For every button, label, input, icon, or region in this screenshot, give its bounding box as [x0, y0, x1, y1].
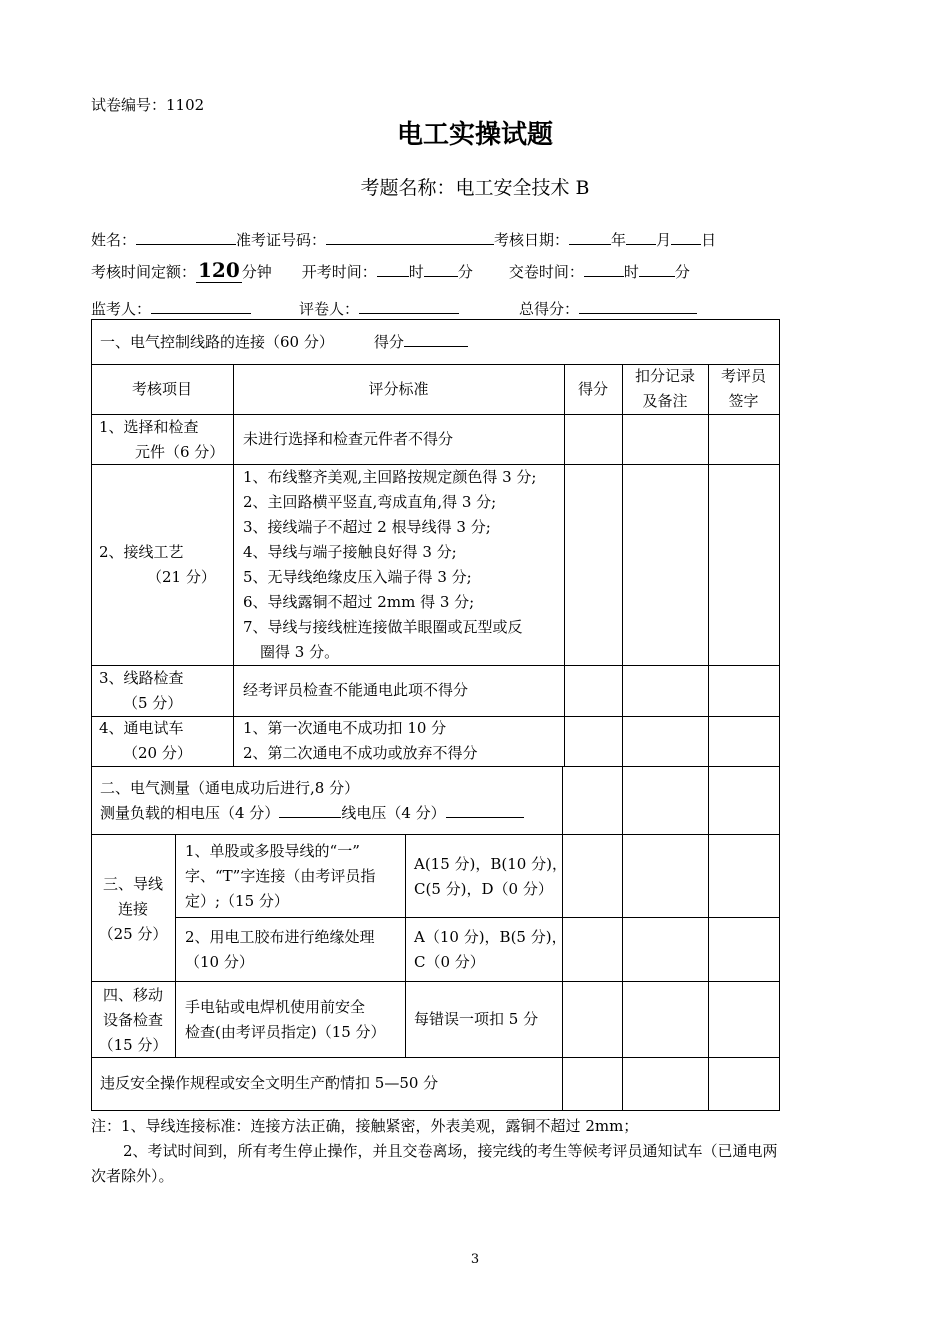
hour-label: 时 [623, 263, 639, 281]
time-quota-value: 120 [198, 258, 240, 282]
section4-title [91, 983, 175, 1058]
section3-title-line3: （25 分） [98, 925, 168, 943]
grade-line: A（10 分)，B(5 分)， [414, 928, 567, 946]
row2-item-line2: （21 分） [147, 568, 216, 586]
date-label: 考核日期： [494, 231, 570, 249]
line-voltage-label: 线电压（4 分） [341, 804, 446, 822]
section3-title [91, 872, 175, 947]
page-title: 电工实操试题 [396, 120, 553, 150]
grade-line: C(5 分)，D（0 分） [414, 880, 553, 898]
exam-subtitle: 考题名称：电工安全技术 B [360, 177, 590, 199]
criteria-line: 5、无导线绝缘皮压入端子得 3 分; [243, 568, 472, 586]
start-time-label: 开考时间： [301, 263, 377, 281]
row3-item-line2: （5 分） [123, 694, 183, 712]
section3-row2-desc [185, 925, 375, 975]
day-field[interactable] [671, 230, 701, 245]
section3-row2-grade [414, 925, 567, 975]
header-record [622, 364, 708, 414]
section2-title: 二、电气测量（通电成功后进行,8 分） [100, 779, 360, 797]
section1-score-field[interactable] [404, 332, 468, 347]
row2-criteria [243, 465, 536, 665]
row2-item [99, 540, 216, 590]
grade-line: C（0 分） [414, 953, 485, 971]
section1-score-label: 得分 [373, 333, 404, 351]
note-2: 2、考试时间到，所有考生停止操作，并且交卷离场，接完线的考生等候考评员通知试车（已通电两 [123, 1142, 778, 1160]
submit-minute-field[interactable] [639, 262, 675, 277]
section4-title-line2: 设备检查 [102, 1011, 163, 1029]
month-field[interactable] [626, 230, 656, 245]
row4-item-line1: 4、通电试车 [99, 719, 184, 737]
row1-item-line1: 1、选择和检查 [99, 418, 199, 436]
desc-line: 1、单股或多股导线的“一” [185, 842, 360, 860]
grade-line: A(15 分)，B(10 分)， [414, 855, 567, 873]
note-1: 注：1、导线连接标准：连接方法正确，接触紧密，外表美观，露铜不超过 2mm； [91, 1117, 639, 1135]
criteria-line: 7、导线与接线桩连接做羊眼圈或瓦型或反 [243, 618, 523, 636]
page-number: 3 [470, 1252, 480, 1267]
row2-item-line1: 2、接线工艺 [99, 543, 184, 561]
start-hour-field[interactable] [377, 262, 409, 277]
header-signer-line2: 签字 [728, 392, 759, 410]
grader-field[interactable] [359, 299, 459, 314]
ticket-field[interactable] [326, 230, 494, 245]
header-item: 考核项目 [131, 380, 192, 398]
section2 [100, 776, 524, 826]
total-score-label: 总得分： [519, 300, 580, 318]
criteria-line: 2、主回路横平竖直,弯成直角,得 3 分; [243, 493, 497, 511]
section3-row1-desc [185, 839, 375, 914]
row1-criteria: 未进行选择和检查元件者不得分 [243, 430, 454, 448]
violation-rule: 违反安全操作规程或安全文明生产酌情扣 5—50 分 [100, 1074, 439, 1092]
day-label: 日 [701, 231, 717, 249]
criteria-line: 3、接线端子不超过 2 根导线得 3 分; [243, 518, 491, 536]
header-score: 得分 [577, 380, 608, 398]
desc-line: （10 分） [185, 953, 254, 971]
minutes-unit: 分钟 [241, 263, 272, 281]
submit-time-label: 交卷时间： [508, 263, 584, 281]
row3-item-line1: 3、线路检查 [99, 669, 184, 687]
section4-title-line1: 四、移动 [102, 986, 163, 1004]
section1-title-text: 一、电气控制线路的连接（60 分） [100, 333, 334, 351]
desc-line: 手电钻或电焊机使用前安全 [185, 998, 366, 1016]
section3-title-line2: 连接 [117, 900, 148, 918]
criteria-line: 4、导线与端子接触良好得 3 分; [243, 543, 457, 561]
desc-line: 检查(由考评员指定)（15 分） [185, 1023, 386, 1041]
year-label: 年 [611, 231, 627, 249]
criteria-line: 2、第二次通电不成功或放弃不得分 [243, 744, 478, 762]
time-quota-label: 考核时间定额： [91, 263, 197, 281]
paper-number: 试卷编号：1102 [91, 96, 205, 114]
phase-voltage-field[interactable] [279, 803, 341, 818]
ticket-label: 准考证号码： [236, 231, 327, 249]
section1-title [100, 330, 468, 355]
row4-criteria [243, 716, 478, 766]
row1-item [99, 415, 224, 465]
section3-row1-grade [414, 852, 567, 902]
grader-label: 评卷人： [299, 300, 360, 318]
desc-line: 字、“T”字连接（由考评员指 [185, 867, 376, 885]
row4-item-line2: （20 分） [123, 744, 192, 762]
criteria-line: 6、导线露铜不超过 2mm 得 3 分; [243, 593, 475, 611]
submit-hour-field[interactable] [584, 262, 624, 277]
info-line-2 [91, 258, 690, 283]
proctor-field[interactable] [151, 299, 251, 314]
desc-line: 2、用电工胶布进行绝缘处理 [185, 928, 375, 946]
info-line-1 [91, 229, 716, 250]
total-score-field[interactable] [579, 299, 697, 314]
line-voltage-field[interactable] [446, 803, 524, 818]
header-record-line1: 扣分记录 [634, 367, 695, 385]
minute-label: 分 [457, 263, 473, 281]
phase-voltage-label: 测量负载的相电压（4 分） [100, 804, 280, 822]
info-line-3 [91, 298, 697, 319]
row1-item-line2: 元件（6 分） [135, 443, 225, 461]
header-criteria: 评分标准 [368, 380, 429, 398]
section3-title-line1: 三、导线 [102, 875, 163, 893]
row4-item [99, 716, 192, 766]
header-signer [708, 364, 779, 414]
year-field[interactable] [569, 230, 611, 245]
name-field[interactable] [136, 230, 236, 245]
minute-label: 分 [674, 263, 690, 281]
note-2-continued: 次者除外）。 [91, 1167, 174, 1185]
desc-line: 定）;（15 分） [185, 892, 289, 910]
criteria-line: 1、第一次通电不成功扣 10 分 [243, 719, 447, 737]
section4-grade: 每错误一项扣 5 分 [414, 1010, 539, 1028]
proctor-label: 监考人： [91, 300, 152, 318]
name-label: 姓名： [91, 231, 137, 249]
row3-criteria: 经考评员检查不能通电此项不得分 [243, 681, 469, 699]
row3-item [99, 666, 184, 716]
header-signer-line1: 考评员 [720, 367, 766, 385]
month-label: 月 [656, 231, 672, 249]
start-minute-field[interactable] [424, 262, 458, 277]
section4-title-line3: （15 分） [98, 1036, 168, 1054]
criteria-line: 圈得 3 分。 [260, 643, 340, 661]
section4-desc [185, 995, 386, 1045]
hour-label: 时 [408, 263, 424, 281]
criteria-line: 1、布线整齐美观,主回路按规定颜色得 3 分; [243, 468, 537, 486]
header-record-line2: 及备注 [642, 392, 688, 410]
